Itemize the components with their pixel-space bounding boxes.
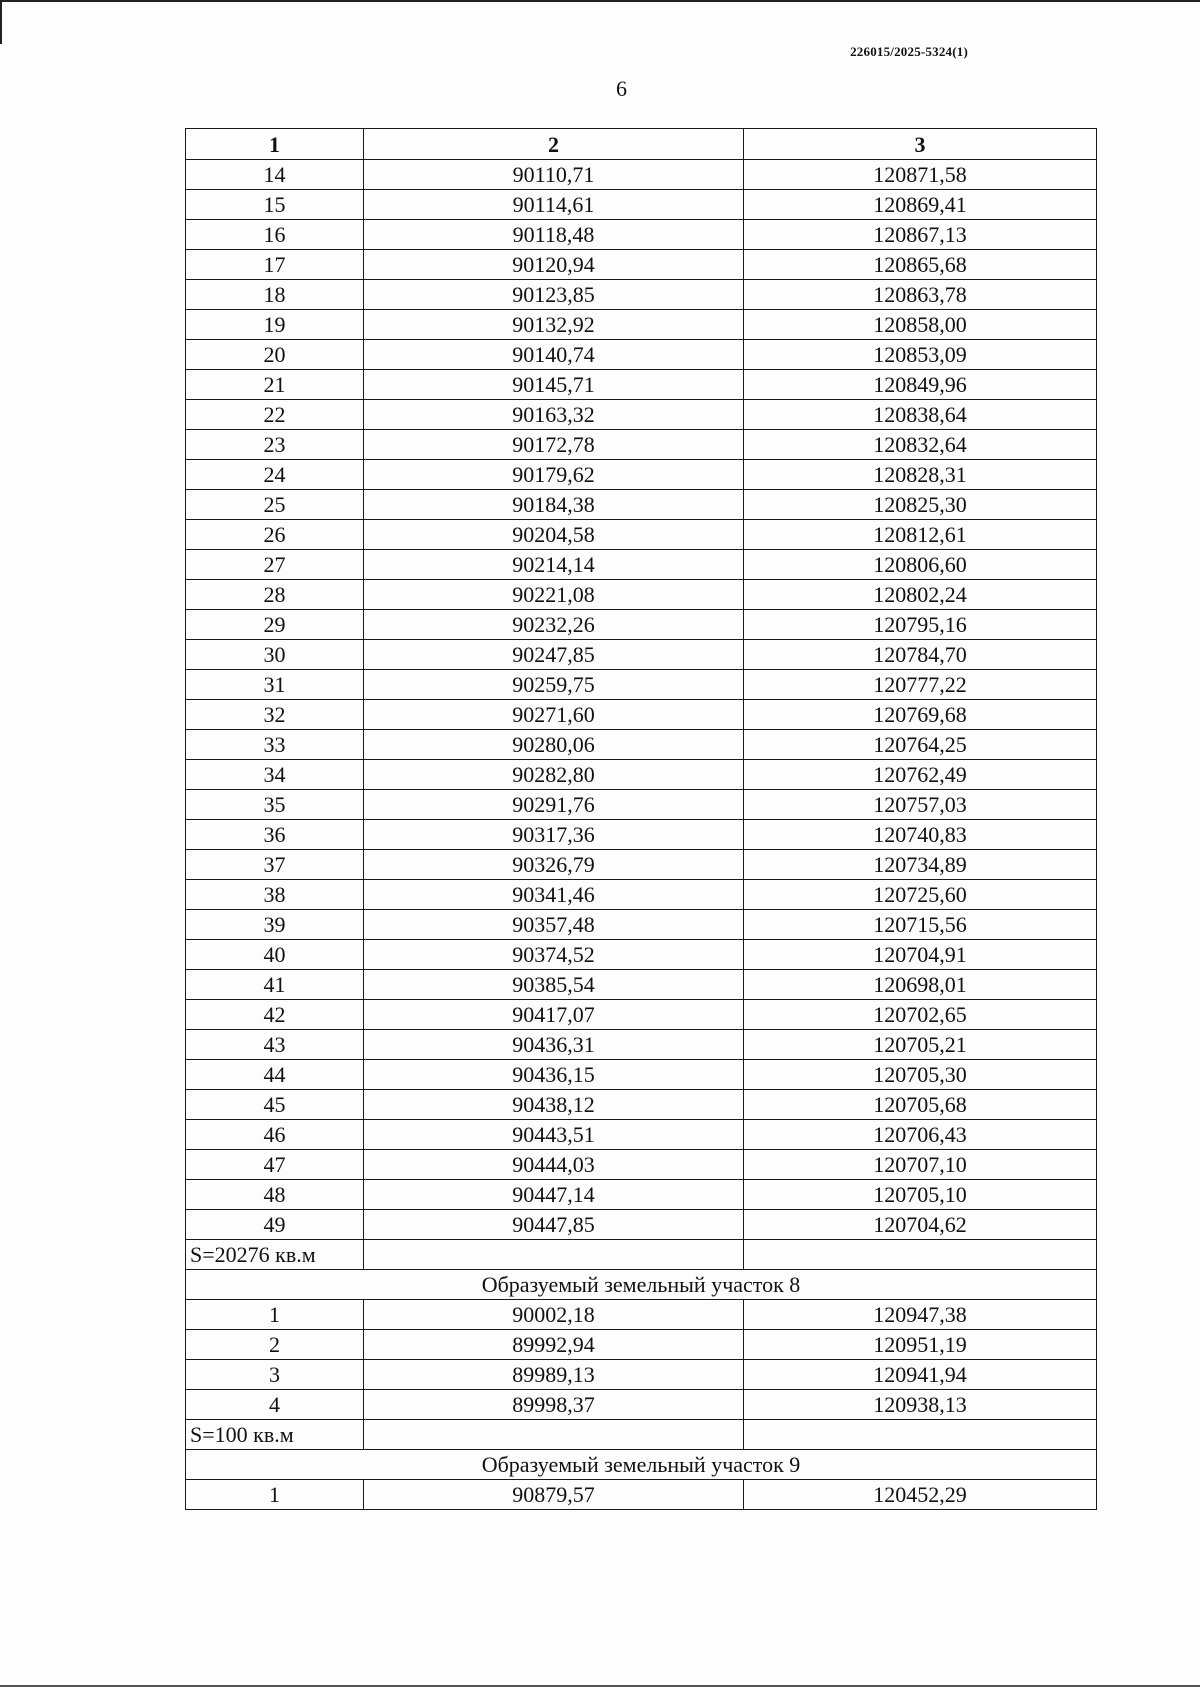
y-coordinate-cell: 120764,25: [744, 730, 1097, 760]
x-coordinate-cell: 90179,62: [364, 460, 744, 490]
point-number-cell: 3: [186, 1360, 364, 1390]
y-coordinate-cell: 120769,68: [744, 700, 1097, 730]
x-coordinate-cell: 90436,15: [364, 1060, 744, 1090]
table-body: [186, 160, 1097, 1510]
area-cell: S=20276 кв.м: [186, 1240, 364, 1270]
point-number-cell: 19: [186, 310, 364, 340]
table-row: [186, 790, 1097, 820]
table-row: [186, 850, 1097, 880]
y-coordinate-cell: 120832,64: [744, 430, 1097, 460]
y-coordinate-cell: 120725,60: [744, 880, 1097, 910]
x-coordinate-cell: 90341,46: [364, 880, 744, 910]
x-coordinate-cell: 90221,08: [364, 580, 744, 610]
point-number-cell: 24: [186, 460, 364, 490]
y-coordinate-cell: 120784,70: [744, 640, 1097, 670]
x-coordinate-cell: 89992,94: [364, 1330, 744, 1360]
y-coordinate-cell: 120704,91: [744, 940, 1097, 970]
table-row: [186, 430, 1097, 460]
y-coordinate-cell: 120740,83: [744, 820, 1097, 850]
x-coordinate-cell: 90002,18: [364, 1300, 744, 1330]
page-number: 6: [616, 76, 627, 101]
area-row: [186, 1240, 1097, 1270]
table-row: [186, 460, 1097, 490]
point-number-cell: 30: [186, 640, 364, 670]
point-number-cell: 17: [186, 250, 364, 280]
point-number-cell: 45: [186, 1090, 364, 1120]
section-title-row: [186, 1450, 1097, 1480]
point-number-cell: 21: [186, 370, 364, 400]
x-coordinate-cell: 90132,92: [364, 310, 744, 340]
point-number-cell: 48: [186, 1180, 364, 1210]
table-row: [186, 1180, 1097, 1210]
y-coordinate-cell: 120705,30: [744, 1060, 1097, 1090]
x-coordinate-cell: 90317,36: [364, 820, 744, 850]
x-coordinate-cell: 89998,37: [364, 1390, 744, 1420]
x-coordinate-cell: 90436,31: [364, 1030, 744, 1060]
table-row: [186, 190, 1097, 220]
y-coordinate-cell: 120734,89: [744, 850, 1097, 880]
table-row: [186, 1210, 1097, 1240]
table-row: [186, 1030, 1097, 1060]
x-coordinate-cell: 90163,32: [364, 400, 744, 430]
x-coordinate-cell: 90114,61: [364, 190, 744, 220]
point-number-cell: 14: [186, 160, 364, 190]
y-coordinate-cell: 120863,78: [744, 280, 1097, 310]
area-cell: S=100 кв.м: [186, 1420, 364, 1450]
y-coordinate-cell: 120705,68: [744, 1090, 1097, 1120]
scan-edge-bottom: [0, 1685, 1200, 1687]
table-row: [186, 1300, 1097, 1330]
point-number-cell: 43: [186, 1030, 364, 1060]
table-row: [186, 370, 1097, 400]
x-coordinate-cell: 90214,14: [364, 550, 744, 580]
x-coordinate-cell: 90385,54: [364, 970, 744, 1000]
point-number-cell: 42: [186, 1000, 364, 1030]
table-row: [186, 280, 1097, 310]
column-header-1: 1: [186, 129, 364, 160]
point-number-cell: 33: [186, 730, 364, 760]
y-coordinate-cell: 120702,65: [744, 1000, 1097, 1030]
y-coordinate-cell: 120705,10: [744, 1180, 1097, 1210]
table-row: [186, 910, 1097, 940]
x-coordinate-cell: 90447,85: [364, 1210, 744, 1240]
x-coordinate-cell: 90120,94: [364, 250, 744, 280]
point-number-cell: 1: [186, 1480, 364, 1510]
point-number-cell: 41: [186, 970, 364, 1000]
x-coordinate-cell: 90271,60: [364, 700, 744, 730]
x-coordinate-cell: 90879,57: [364, 1480, 744, 1510]
table-row: [186, 490, 1097, 520]
point-number-cell: 23: [186, 430, 364, 460]
x-coordinate-cell: 90184,38: [364, 490, 744, 520]
point-number-cell: 37: [186, 850, 364, 880]
empty-cell: [744, 1240, 1097, 1270]
scan-edge-left: [0, 0, 2, 44]
table-row: [186, 1090, 1097, 1120]
table-row: [186, 1330, 1097, 1360]
table-row: [186, 310, 1097, 340]
point-number-cell: 27: [186, 550, 364, 580]
section-title-row: [186, 1270, 1097, 1300]
point-number-cell: 2: [186, 1330, 364, 1360]
y-coordinate-cell: 120704,62: [744, 1210, 1097, 1240]
x-coordinate-cell: 90123,85: [364, 280, 744, 310]
x-coordinate-cell: 90282,80: [364, 760, 744, 790]
point-number-cell: 35: [186, 790, 364, 820]
table-row: [186, 1360, 1097, 1390]
table-row: [186, 730, 1097, 760]
section-title: Образуемый земельный участок 9: [186, 1450, 1097, 1480]
table-row: [186, 940, 1097, 970]
point-number-cell: 40: [186, 940, 364, 970]
y-coordinate-cell: 120707,10: [744, 1150, 1097, 1180]
y-coordinate-cell: 120806,60: [744, 550, 1097, 580]
y-coordinate-cell: 120867,13: [744, 220, 1097, 250]
y-coordinate-cell: 120706,43: [744, 1120, 1097, 1150]
table-row: [186, 1000, 1097, 1030]
point-number-cell: 29: [186, 610, 364, 640]
empty-cell: [744, 1420, 1097, 1450]
point-number-cell: 18: [186, 280, 364, 310]
y-coordinate-cell: 120869,41: [744, 190, 1097, 220]
table-header-row: [186, 129, 1097, 160]
y-coordinate-cell: 120705,21: [744, 1030, 1097, 1060]
table-row: [186, 160, 1097, 190]
table-row: [186, 820, 1097, 850]
point-number-cell: 38: [186, 880, 364, 910]
point-number-cell: 34: [186, 760, 364, 790]
y-coordinate-cell: 120795,16: [744, 610, 1097, 640]
point-number-cell: 25: [186, 490, 364, 520]
y-coordinate-cell: 120838,64: [744, 400, 1097, 430]
y-coordinate-cell: 120865,68: [744, 250, 1097, 280]
point-number-cell: 22: [186, 400, 364, 430]
table-row: [186, 760, 1097, 790]
y-coordinate-cell: 120777,22: [744, 670, 1097, 700]
point-number-cell: 15: [186, 190, 364, 220]
coordinates-table: [185, 128, 1097, 1510]
y-coordinate-cell: 120938,13: [744, 1390, 1097, 1420]
point-number-cell: 47: [186, 1150, 364, 1180]
y-coordinate-cell: 120812,61: [744, 520, 1097, 550]
table-row: [186, 400, 1097, 430]
x-coordinate-cell: 90145,71: [364, 370, 744, 400]
x-coordinate-cell: 90110,71: [364, 160, 744, 190]
table-row: [186, 550, 1097, 580]
x-coordinate-cell: 90259,75: [364, 670, 744, 700]
table-row: [186, 250, 1097, 280]
column-header-2: 2: [364, 129, 744, 160]
empty-cell: [364, 1420, 744, 1450]
table-row: [186, 610, 1097, 640]
x-coordinate-cell: 89989,13: [364, 1360, 744, 1390]
x-coordinate-cell: 90438,12: [364, 1090, 744, 1120]
x-coordinate-cell: 90291,76: [364, 790, 744, 820]
x-coordinate-cell: 90172,78: [364, 430, 744, 460]
x-coordinate-cell: 90232,26: [364, 610, 744, 640]
point-number-cell: 44: [186, 1060, 364, 1090]
point-number-cell: 20: [186, 340, 364, 370]
x-coordinate-cell: 90247,85: [364, 640, 744, 670]
table-row: [186, 970, 1097, 1000]
y-coordinate-cell: 120941,94: [744, 1360, 1097, 1390]
x-coordinate-cell: 90140,74: [364, 340, 744, 370]
point-number-cell: 31: [186, 670, 364, 700]
y-coordinate-cell: 120825,30: [744, 490, 1097, 520]
area-row: [186, 1420, 1097, 1450]
table-row: [186, 1390, 1097, 1420]
table-row: [186, 520, 1097, 550]
x-coordinate-cell: 90374,52: [364, 940, 744, 970]
x-coordinate-cell: 90443,51: [364, 1120, 744, 1150]
point-number-cell: 28: [186, 580, 364, 610]
y-coordinate-cell: 120698,01: [744, 970, 1097, 1000]
document-number: 226015/2025-5324(1): [850, 44, 968, 59]
table-row: [186, 220, 1097, 250]
x-coordinate-cell: 90326,79: [364, 850, 744, 880]
x-coordinate-cell: 90447,14: [364, 1180, 744, 1210]
table-row: [186, 880, 1097, 910]
y-coordinate-cell: 120947,38: [744, 1300, 1097, 1330]
scan-edge-top: [0, 0, 1200, 2]
point-number-cell: 46: [186, 1120, 364, 1150]
table-row: [186, 670, 1097, 700]
section-title: Образуемый земельный участок 8: [186, 1270, 1097, 1300]
column-header-3: 3: [744, 129, 1097, 160]
y-coordinate-cell: 120849,96: [744, 370, 1097, 400]
y-coordinate-cell: 120802,24: [744, 580, 1097, 610]
table-row: [186, 580, 1097, 610]
x-coordinate-cell: 90417,07: [364, 1000, 744, 1030]
point-number-cell: 4: [186, 1390, 364, 1420]
y-coordinate-cell: 120858,00: [744, 310, 1097, 340]
point-number-cell: 1: [186, 1300, 364, 1330]
point-number-cell: 26: [186, 520, 364, 550]
y-coordinate-cell: 120452,29: [744, 1480, 1097, 1510]
table-row: [186, 1480, 1097, 1510]
empty-cell: [364, 1240, 744, 1270]
point-number-cell: 39: [186, 910, 364, 940]
y-coordinate-cell: 120951,19: [744, 1330, 1097, 1360]
y-coordinate-cell: 120828,31: [744, 460, 1097, 490]
y-coordinate-cell: 120757,03: [744, 790, 1097, 820]
point-number-cell: 36: [186, 820, 364, 850]
table-row: [186, 1150, 1097, 1180]
y-coordinate-cell: 120871,58: [744, 160, 1097, 190]
point-number-cell: 16: [186, 220, 364, 250]
table-row: [186, 700, 1097, 730]
table-row: [186, 1060, 1097, 1090]
y-coordinate-cell: 120715,56: [744, 910, 1097, 940]
x-coordinate-cell: 90357,48: [364, 910, 744, 940]
x-coordinate-cell: 90118,48: [364, 220, 744, 250]
point-number-cell: 49: [186, 1210, 364, 1240]
table-row: [186, 640, 1097, 670]
x-coordinate-cell: 90444,03: [364, 1150, 744, 1180]
y-coordinate-cell: 120853,09: [744, 340, 1097, 370]
point-number-cell: 32: [186, 700, 364, 730]
table-row: [186, 1120, 1097, 1150]
x-coordinate-cell: 90280,06: [364, 730, 744, 760]
x-coordinate-cell: 90204,58: [364, 520, 744, 550]
table-row: [186, 340, 1097, 370]
y-coordinate-cell: 120762,49: [744, 760, 1097, 790]
